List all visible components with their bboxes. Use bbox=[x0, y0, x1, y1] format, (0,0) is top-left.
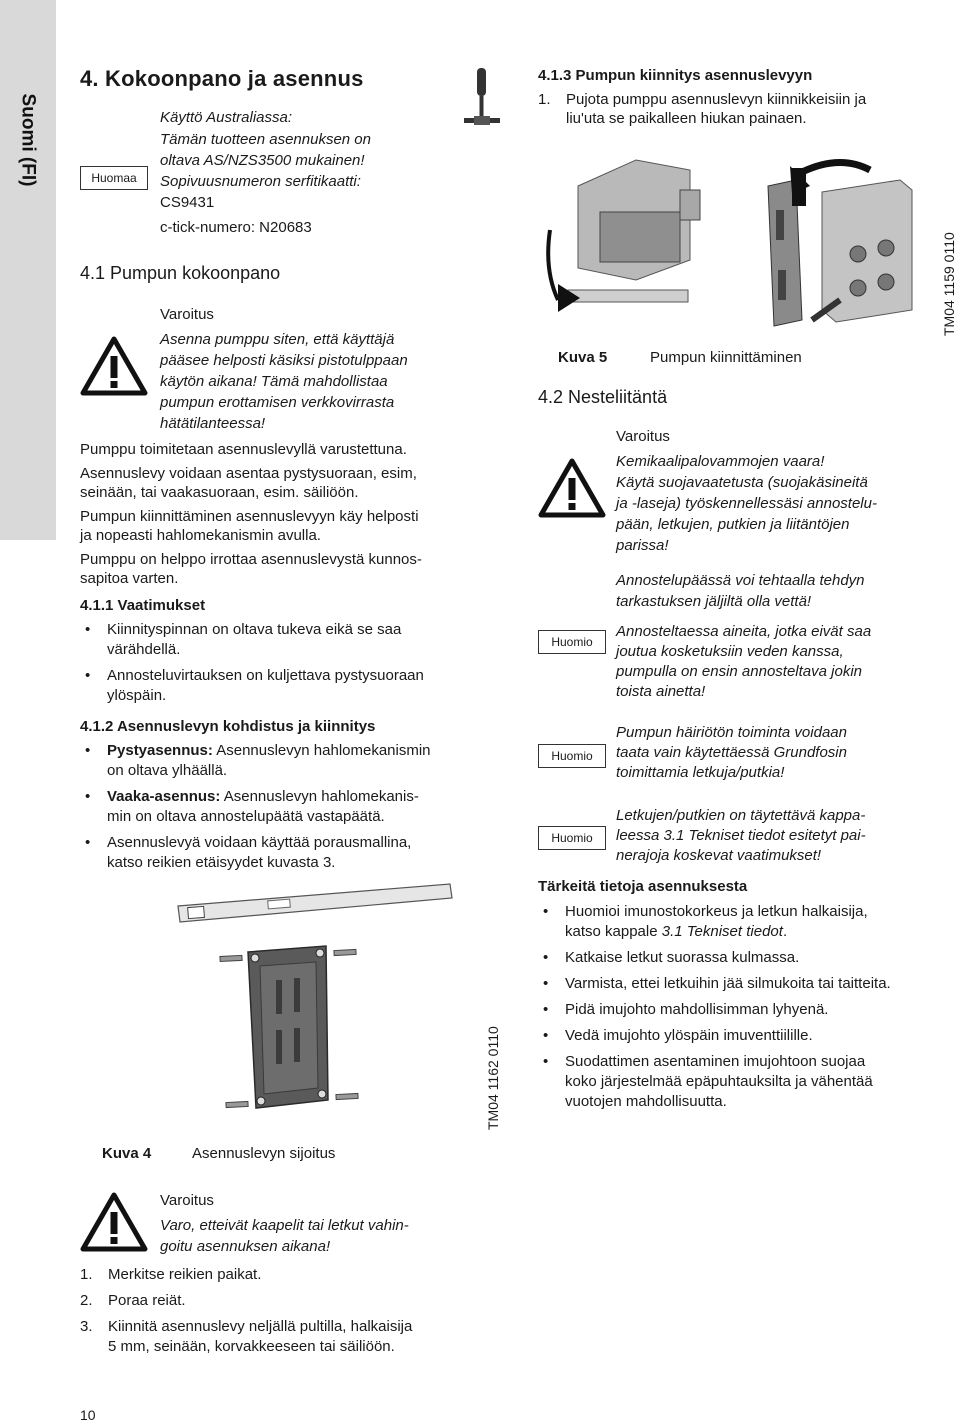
section-413-item bbox=[538, 90, 948, 127]
text-line: 5 mm, seinään, korvakkeeseen tai säiliöön. bbox=[108, 1338, 395, 1355]
language-sidebar bbox=[0, 0, 56, 540]
text-line: Asennuslevyn hahlomekanismin bbox=[212, 742, 431, 759]
text-line: Pidä imujohto mahdollisimman lyhyenä. bbox=[565, 1001, 829, 1018]
text-line: Huomioi imunostokorkeus ja letkun halkaisija, bbox=[565, 903, 868, 920]
text-line: ja nopeasti hahlomekanismin avulla. bbox=[80, 527, 321, 544]
note-line: Sopivuusnumeron serfitikaatti: bbox=[160, 173, 361, 190]
figure-caption: Pumpun kiinnittäminen bbox=[650, 349, 802, 366]
text-line: Merkitse reikien paikat. bbox=[108, 1266, 262, 1283]
requirements-list bbox=[80, 620, 500, 712]
text-line: seinään, tai vaakasuoraan, esim. säiliöön. bbox=[80, 484, 359, 501]
text-line: Asennuslevyä voidaan käyttää porausmallina, bbox=[107, 834, 412, 851]
note-line: c-tick-numero: N20683 bbox=[160, 219, 312, 236]
mounting-steps bbox=[80, 1265, 500, 1363]
text-line: Annosteluvirtauksen on kuljettava pystysuoraan bbox=[107, 667, 424, 684]
warning-block-cables bbox=[160, 1190, 409, 1257]
text-line: Asennuslevy voidaan asentaa pystysuoraan, esim, bbox=[80, 464, 417, 482]
warning-triangle-icon bbox=[538, 458, 606, 518]
warning-line: pumpun erottamisen verkkovirrasta bbox=[160, 394, 395, 411]
list-item bbox=[538, 974, 958, 994]
warning-line: Asenna pumppu siten, että käyttäjä bbox=[160, 331, 395, 348]
list-item bbox=[538, 902, 958, 942]
text-line: katso reikien etäisyydet kuvasta 3. bbox=[107, 854, 336, 871]
text-line: Pumppu on helppo irrottaa asennuslevystä kunnos- bbox=[80, 550, 422, 568]
paragraph bbox=[80, 440, 500, 460]
section-4-title: 4. Kokoonpano ja asennus bbox=[80, 66, 364, 91]
warning-line: Kemikaalipalovammojen vaara! bbox=[616, 453, 825, 470]
paragraph bbox=[80, 507, 500, 546]
text-line: koko järjestelmää epäpuhtauksilta ja vähentää bbox=[565, 1073, 873, 1090]
figure-caption: Asennuslevyn sijoitus bbox=[192, 1145, 336, 1162]
step-number: 1. bbox=[80, 1266, 93, 1283]
note-line: pumpulla on ensin annosteltava jokin bbox=[616, 663, 862, 680]
text-line: liu'uta se paikalleen hiukan painaen. bbox=[566, 110, 807, 127]
note-line: Annosteltaessa aineita, jotka eivät saa bbox=[616, 623, 872, 640]
note-box-huomio: Huomio bbox=[538, 630, 606, 654]
list-item bbox=[80, 741, 500, 781]
note-line: nerajoja koskevat vaatimukset! bbox=[616, 847, 822, 864]
text-line: sapitoa varten. bbox=[80, 570, 179, 587]
note-line: toista ainetta! bbox=[616, 683, 706, 700]
note-text bbox=[616, 806, 866, 866]
warning-line: goitu asennuksen aikana! bbox=[160, 1238, 331, 1255]
screwdriver-icon bbox=[460, 66, 504, 132]
list-item bbox=[80, 1317, 500, 1357]
list-item bbox=[538, 1052, 958, 1112]
note-box-huomaa: Huomaa bbox=[80, 166, 148, 190]
text-line: . bbox=[782, 923, 788, 940]
text-line: vuotojen mahdollisuutta. bbox=[565, 1093, 727, 1110]
warning-title: Varoitus bbox=[616, 428, 670, 445]
section-41-title: 4.1 Pumpun kokoonpano bbox=[80, 263, 281, 283]
warning-line: pääsee helposti käsiksi pistotulppaan bbox=[160, 352, 408, 369]
section-413-title: 4.1.3 Pumpun kiinnitys asennuslevyyn bbox=[538, 67, 813, 84]
text-line: Pujota pumppu asennuslevyn kiinnikkeisiin ja bbox=[566, 91, 867, 108]
warning-line: Varo, etteivät kaapelit tai letkut vahin- bbox=[160, 1217, 409, 1234]
note-text bbox=[616, 622, 871, 702]
figure-code: TM04 1159 0110 bbox=[941, 232, 957, 336]
warning-line: Annostelupäässä voi tehtaalla tehdyn bbox=[616, 572, 865, 589]
paragraph bbox=[80, 550, 500, 589]
language-label: Suomi (FI) bbox=[17, 93, 39, 187]
paragraph bbox=[80, 464, 500, 503]
list-item bbox=[80, 1265, 500, 1285]
step-number: 1. bbox=[538, 91, 551, 108]
text-line: Kiinnityspinnan on oltava tukeva eikä se saa bbox=[107, 621, 402, 638]
section-411-title: 4.1.1 Vaatimukset bbox=[80, 597, 206, 614]
text-line: on oltava ylhäällä. bbox=[107, 762, 228, 779]
figure-label: Kuva 5 bbox=[558, 349, 608, 366]
note-line: Pumpun häiriötön toiminta voidaan bbox=[616, 724, 847, 741]
note-line: Letkujen/putkien on täytettävä kappa- bbox=[616, 807, 866, 824]
figure-label: Kuva 4 bbox=[102, 1145, 152, 1162]
bold-label: Vaaka-asennus: bbox=[107, 788, 221, 805]
alignment-list bbox=[80, 741, 500, 879]
warning-block-42 bbox=[616, 426, 877, 612]
note-line: leessa 3.1 Tekniset tiedot esitetyt pai- bbox=[616, 827, 866, 844]
australia-note bbox=[160, 107, 371, 239]
warning-line: parissa! bbox=[616, 537, 669, 554]
text-line: Vedä imujohto ylöspäin imuventtiilille. bbox=[565, 1027, 813, 1044]
list-item bbox=[538, 1026, 958, 1046]
warning-line: käytön aikana! Tämä mahdollistaa bbox=[160, 373, 388, 390]
list-item bbox=[80, 620, 500, 660]
warning-line: ja -laseja) työskennellessäsi annostelu- bbox=[616, 495, 877, 512]
page-number: 10 bbox=[80, 1407, 96, 1423]
warning-triangle-icon bbox=[80, 336, 148, 396]
note-line: Tämän tuotteen asennuksen on bbox=[160, 131, 371, 148]
warning-line: Käytä suojavaatetusta (suojakäsineitä bbox=[616, 474, 868, 491]
text-line: Katkaise letkut suorassa kulmassa. bbox=[565, 949, 800, 966]
pump-mounting-figure bbox=[540, 150, 920, 340]
text-line: Varmista, ettei letkuihin jää silmukoita tai taitteita. bbox=[565, 975, 891, 992]
text-line: värähdellä. bbox=[107, 641, 181, 658]
note-line: joutua kosketuksiin veden kanssa, bbox=[616, 643, 844, 660]
text-line: katso kappale bbox=[565, 923, 662, 940]
list-item bbox=[80, 1291, 500, 1311]
reference-link: 3.1 Tekniset tiedot bbox=[661, 923, 783, 940]
figure-code: TM04 1162 0110 bbox=[485, 1026, 501, 1130]
step-number: 3. bbox=[80, 1318, 93, 1335]
list-item bbox=[80, 787, 500, 827]
note-line: toimittamia letkuja/putkia! bbox=[616, 764, 785, 781]
text-line: Suodattimen asentaminen imujohtoon suojaa bbox=[565, 1053, 866, 1070]
important-title: Tärkeitä tietoja asennuksesta bbox=[538, 878, 748, 895]
warning-title: Varoitus bbox=[160, 1192, 214, 1209]
note-text bbox=[616, 723, 847, 783]
bold-label: Pystyasennus: bbox=[107, 742, 213, 759]
section-42-title: 4.2 Nesteliitäntä bbox=[538, 387, 668, 407]
section-412-title: 4.1.2 Asennuslevyn kohdistus ja kiinnitys bbox=[80, 718, 376, 735]
list-item bbox=[80, 833, 500, 873]
text-line: Pumpun kiinnittäminen asennuslevyyn käy helposti bbox=[80, 507, 419, 525]
warning-triangle-icon bbox=[80, 1192, 148, 1252]
text-line: Poraa reiät. bbox=[108, 1292, 186, 1309]
text-line: Kiinnitä asennuslevy neljällä pultilla, halkaisija bbox=[108, 1318, 413, 1335]
list-item bbox=[80, 666, 500, 706]
warning-title: Varoitus bbox=[160, 306, 214, 323]
note-line: oltava AS/NZS3500 mukainen! bbox=[160, 152, 365, 169]
text-line: Asennuslevyn hahlomekanis- bbox=[220, 788, 419, 805]
list-item bbox=[538, 1000, 958, 1020]
note-box-huomio: Huomio bbox=[538, 826, 606, 850]
warning-line: hätätilanteessa! bbox=[160, 415, 266, 432]
warning-line: pään, letkujen, putkien ja liitäntöjen bbox=[616, 516, 850, 533]
note-line: CS9431 bbox=[160, 194, 215, 211]
text-line: ylöspäin. bbox=[107, 687, 167, 704]
list-item bbox=[538, 948, 958, 968]
installation-tips-list bbox=[538, 902, 958, 1118]
text-line: min on oltava annostelupäätä vastapäätä. bbox=[107, 808, 385, 825]
warning-block-41 bbox=[160, 304, 408, 434]
step-number: 2. bbox=[80, 1292, 93, 1309]
text-line: Pumppu toimitetaan asennuslevyllä varustettuna. bbox=[80, 441, 407, 458]
section-41-body bbox=[80, 440, 500, 589]
warning-line: tarkastuksen jäljiltä olla vettä! bbox=[616, 593, 812, 610]
mounting-plate-figure bbox=[160, 880, 470, 1130]
note-line: taata vain käytettäessä Grundfosin bbox=[616, 744, 847, 761]
note-box-huomio: Huomio bbox=[538, 744, 606, 768]
note-line: Käyttö Australiassa: bbox=[160, 109, 293, 126]
